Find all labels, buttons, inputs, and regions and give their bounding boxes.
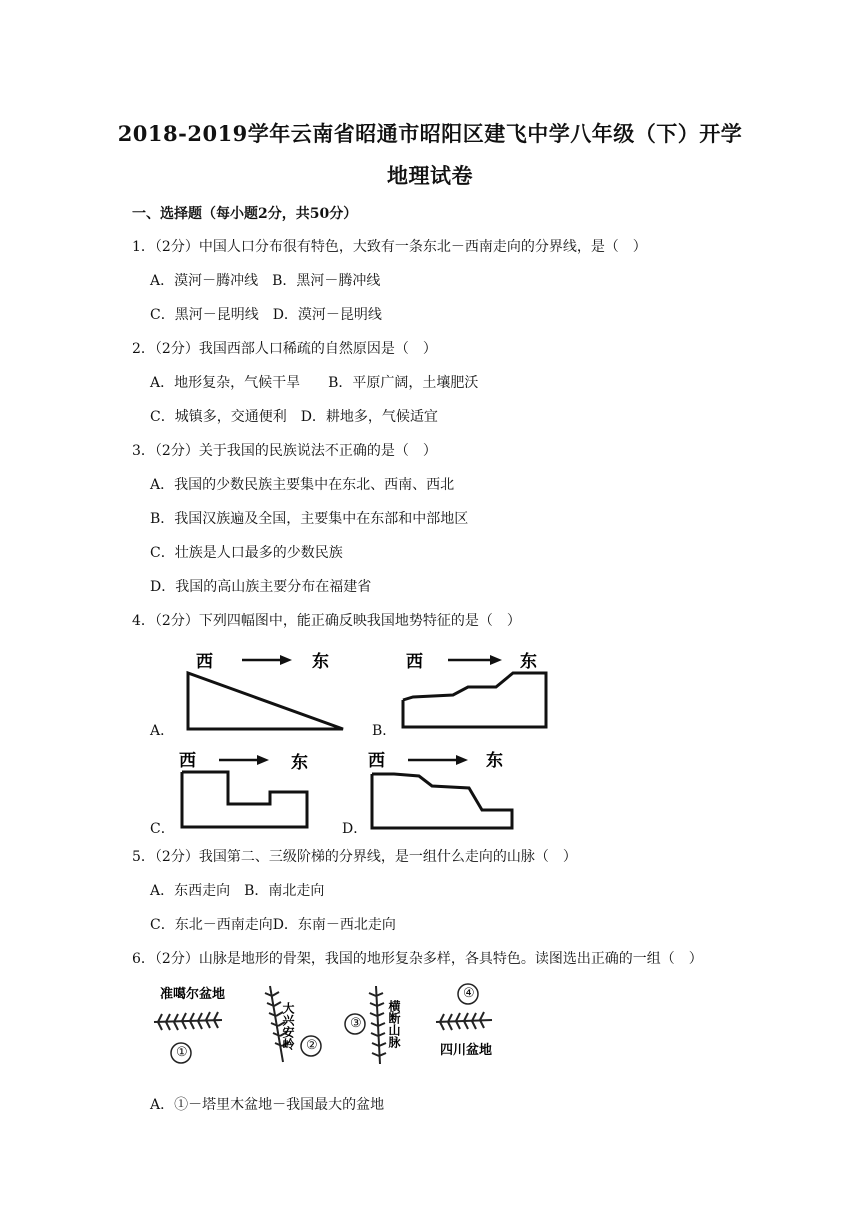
question-4-label-b: B． [372,723,397,739]
arrow-head [280,655,292,665]
question-5-stem: 5．（2分）我国第二、三级阶梯的分界线，是一组什么走向的山脉（ ） [132,849,577,865]
east-label: 东 [520,652,537,672]
question-6-option-a: A．①－塔里木盆地－我国最大的盆地 [150,1097,385,1113]
number-1-text: ① [176,1045,188,1060]
east-label: 东 [312,652,329,672]
question-2-options-ab: A．地形复杂，气候干旱 B．平原广阔，土壤肥沃 [150,375,479,391]
junggar-basin-label: 准噶尔盆地 [160,987,226,1002]
question-3-option-d: D．我国的高山族主要分布在福建省 [150,579,372,595]
sichuan-basin-label: 四川盆地 [440,1043,493,1058]
number-3-text: ③ [350,1016,362,1031]
mountain-symbol-3 [369,986,386,1064]
terrain-outline [372,774,512,828]
question-6-stem: 6．（2分）山脉是地形的骨架，我国的地形复杂多样，各具特色。读图选出正确的一组（ ） [132,951,703,967]
terrain-outline [188,673,343,729]
terrain-profile-a [180,645,350,735]
mountain-sketch-figure [148,980,508,1070]
hengduan-label: 横断山脉 [387,1000,401,1048]
question-3-stem: 3．（2分）关于我国的民族说法不正确的是（ ） [132,443,437,459]
question-4-label-c: C． [150,821,175,837]
number-4-text: ④ [463,986,475,1001]
terrain-outline [182,772,307,827]
west-label: 西 [179,751,196,771]
daxinganling-label: 大兴安岭 [281,1002,295,1050]
paper-title-line2: 地理试卷 [387,163,473,188]
question-2-options-cd: C．城镇多，交通便利 D．耕地多，气候适宜 [150,409,438,425]
question-1-options-cd: C．黑河－昆明线 D．漠河－昆明线 [150,307,382,323]
question-5-options-ab: A．东西走向 B．南北走向 [150,883,325,899]
question-4-stem: 4．（2分）下列四幅图中，能正确反映我国地势特征的是（ ） [132,613,521,629]
number-2-text: ② [306,1038,318,1053]
question-3-option-c: C．壮族是人口最多的少数民族 [150,545,343,561]
question-2-stem: 2．（2分）我国西部人口稀疏的自然原因是（ ） [132,341,437,357]
mountain-symbol-1 [154,1012,222,1030]
mountain-symbol-4 [436,1012,492,1030]
question-1-options-ab: A．漠河－腾冲线 B．黑河－腾冲线 [150,273,381,289]
east-label: 东 [291,753,308,773]
section-heading: 一、选择题（每小题2分，共50分） [132,206,358,222]
terrain-outline [403,673,546,727]
paper-title-line1: 2018-2019学年云南省昭通市昭阳区建飞中学八年级（下）开学 [117,121,743,146]
terrain-profile-d [364,742,520,834]
west-label: 西 [406,652,423,672]
west-label: 西 [196,652,213,672]
terrain-profile-c [175,742,315,832]
west-label: 西 [368,751,385,771]
terrain-profile-b [398,645,556,735]
question-3-option-a: A．我国的少数民族主要集中在东北、西南、西北 [150,477,455,493]
question-4-label-d: D． [342,821,368,837]
question-3-option-b: B．我国汉族遍及全国，主要集中在东部和中部地区 [150,511,469,527]
arrow-head [257,755,269,765]
question-1-stem: 1．（2分）中国人口分布很有特色，大致有一条东北－西南走向的分界线，是（ ） [132,239,647,255]
east-label: 东 [486,751,503,771]
arrow-head [490,655,502,665]
arrow-head [456,755,468,765]
question-4-label-a: A． [150,723,175,739]
question-5-options-cd: C．东北－西南走向D．东南－西北走向 [150,917,396,933]
